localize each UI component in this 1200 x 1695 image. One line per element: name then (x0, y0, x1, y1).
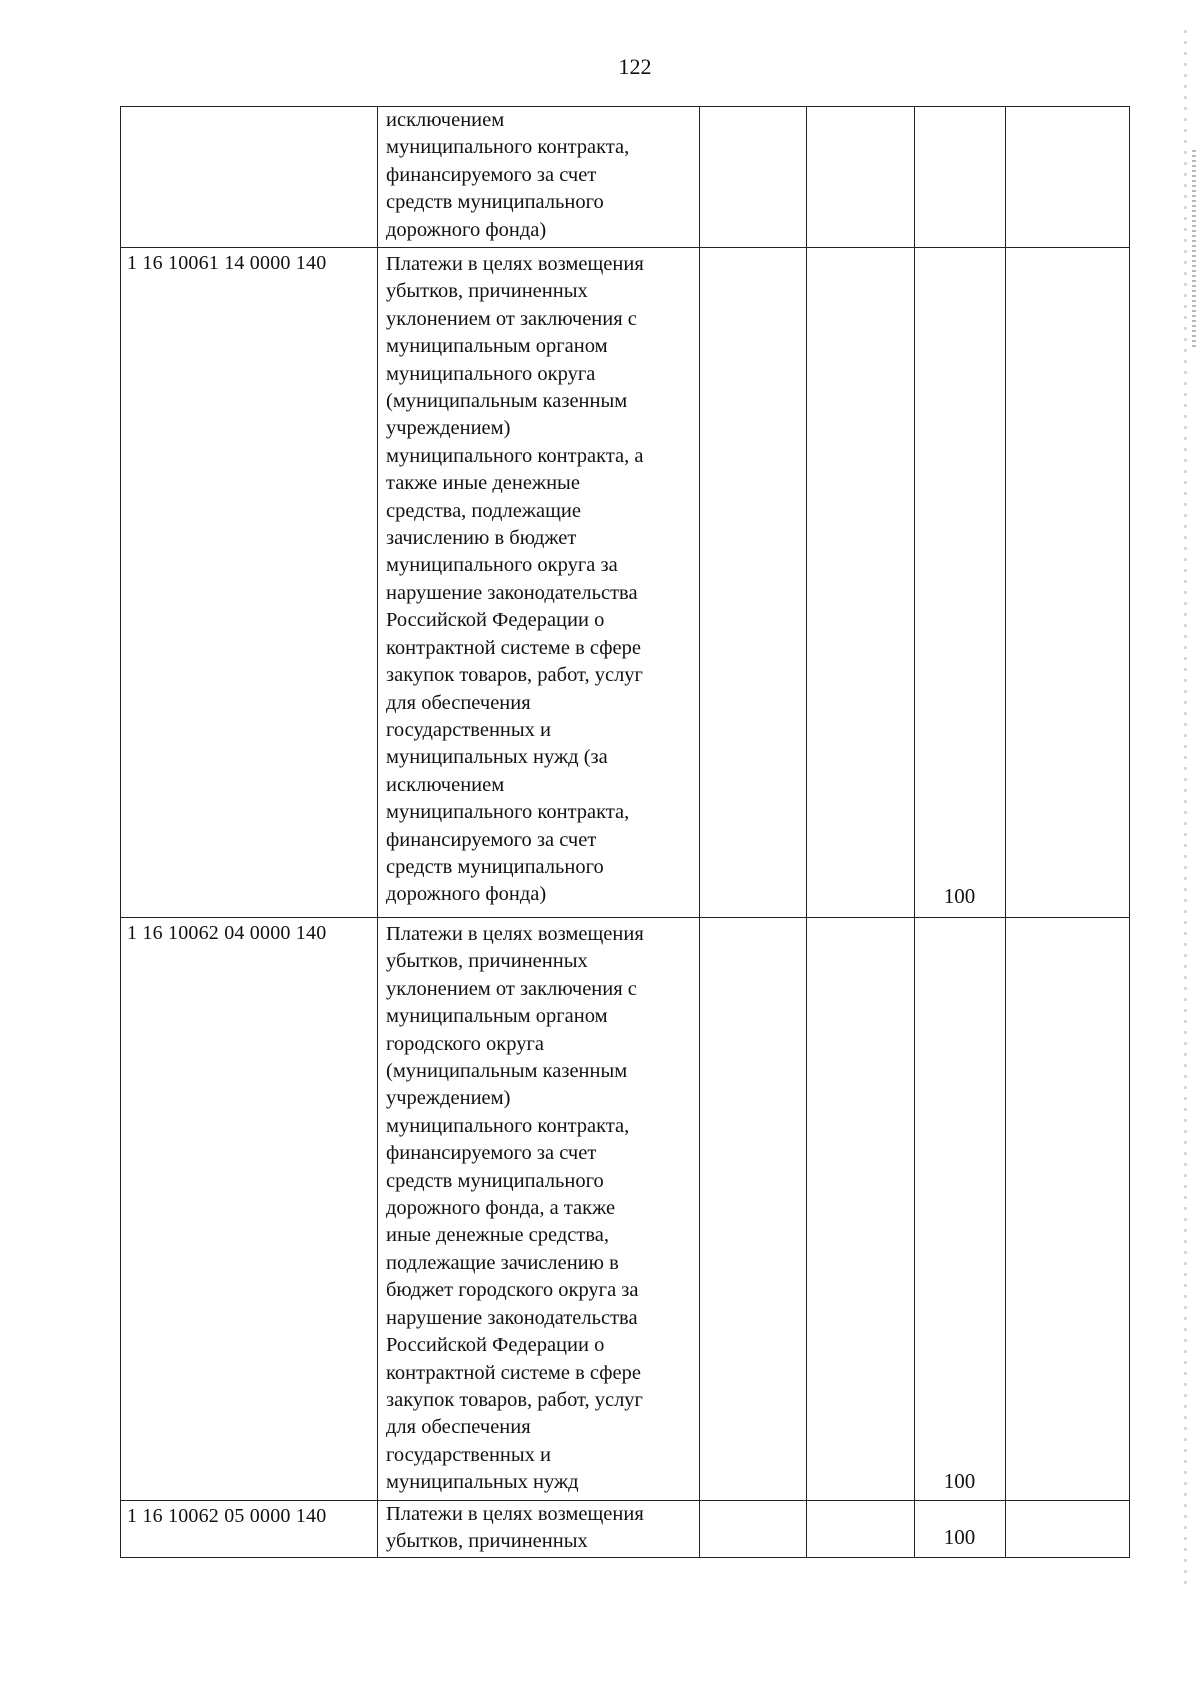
budget-code-cell: 1 16 10062 05 0000 140 (127, 1505, 327, 1527)
table-row (120, 248, 1130, 918)
description-cell: Платежи в целях возмещения убытков, причиненных уклонением от заключения с муниципальным органом городского округа (муниципальным казенным учреждением) муниципального контракта, финансируемого за счет средств муниципального дорожного фонда, а также иные денежные средства, подлежащие зачислению в бюджет городского округа за нарушение законодательства Российской Федерации о контрактной системе в сфере закупок товаров, работ, услуг для обеспечения государственных и муниципальных нужд (386, 923, 644, 1494)
table-row (120, 1501, 1130, 1558)
amount-cell: 100 (943, 1525, 976, 1549)
budget-code-cell: 1 16 10062 04 0000 140 (127, 922, 327, 944)
amount-cell: 100 (943, 884, 976, 908)
description-cell: Платежи в целях возмещения убытков, причиненных уклонением от заключения с муниципальным органом муниципального округа (муниципальным казенным учреждением) муниципального контракта, а также иные денежные средства, подлежащие зачислению в бюджет муниципального округа за нарушение законодательства Российской Федерации о контрактной системе в сфере закупок товаров, работ, услуг для обеспечения государственных и муниципальных нужд (за исключением муниципального контракта, финансируемого за счет средств муниципального дорожного фонда) (386, 253, 644, 906)
scan-edge-artifact (1184, 30, 1187, 1590)
amount-cell: 100 (943, 1469, 976, 1493)
revenue-table (120, 106, 1130, 1558)
page-number: 122 (618, 54, 652, 79)
description-cell: Платежи в целях возмещения убытков, причиненных (386, 1503, 644, 1553)
description-cell: исключением муниципального контракта, финансируемого за счет средств муниципального дорожного фонда) (386, 109, 630, 241)
table-row (120, 918, 1130, 1501)
budget-code-cell: 1 16 10061 14 0000 140 (127, 252, 327, 274)
scan-edge-artifact-dense (1192, 150, 1196, 350)
table-row (120, 106, 1130, 248)
